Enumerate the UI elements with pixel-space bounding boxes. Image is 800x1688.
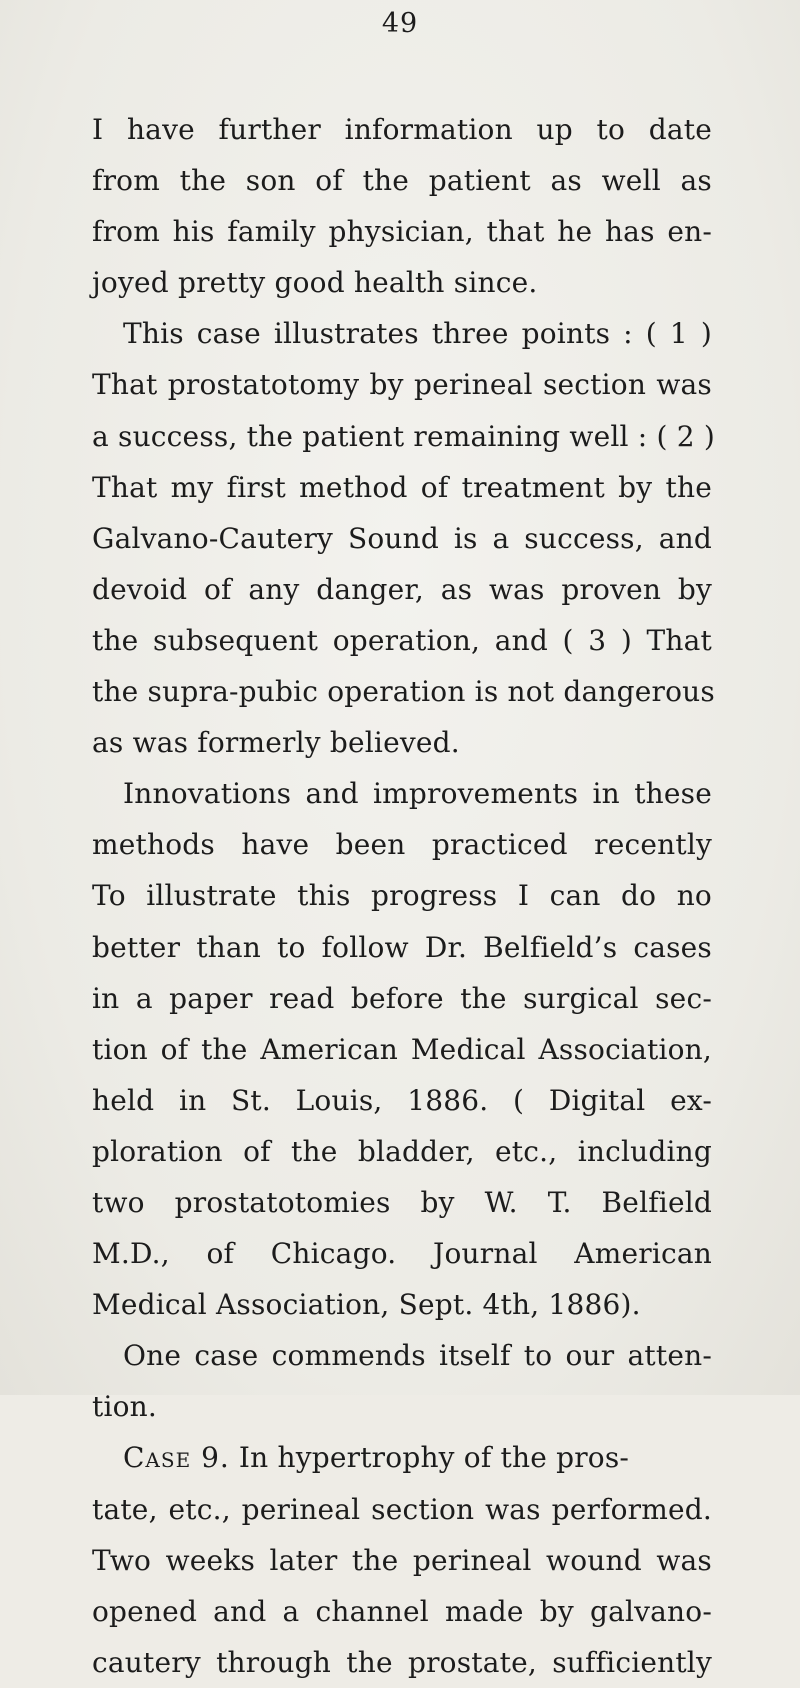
text-line: better than to follow Dr. Belfield’s cases	[92, 930, 712, 964]
text-line: tion of the American Medical Association,	[92, 1032, 712, 1066]
body-text	[92, 104, 715, 1688]
text-line: from the son of the patient as well as	[92, 164, 712, 198]
text-line: joyed pretty good health since.	[92, 266, 538, 300]
text-line: the subsequent operation, and ( 3 ) That	[92, 623, 712, 657]
text-line: two prostatotomies by W. T. Belfield	[92, 1185, 712, 1219]
text-line: cautery through the prostate, sufficiently	[92, 1645, 712, 1679]
text-line: in a paper read before the surgical sec-	[92, 981, 712, 1015]
text-line: Innovations and improvements in these	[123, 777, 712, 811]
case-label: Case 9.	[123, 1441, 230, 1475]
text-line: This case illustrates three points : ( 1 )	[123, 317, 712, 351]
text-line: Galvano-Cautery Sound is a success, and	[92, 521, 712, 555]
text-line: a success, the patient remaining well : ( 2 )	[92, 419, 715, 453]
text-line: methods have been practiced recently	[92, 828, 712, 862]
case-line	[92, 1432, 712, 1483]
text-line: I have further information up to date	[92, 113, 712, 146]
text-line: To illustrate this progress I can do no	[92, 879, 712, 913]
text-line: Two weeks later the perineal wound was	[92, 1543, 712, 1577]
text-line: the supra-pubic operation is not dangerous	[92, 675, 715, 709]
text-line: devoid of any danger, as was proven by	[92, 572, 712, 606]
text-line: M.D., of Chicago. Journal American	[92, 1237, 712, 1271]
case-text: In hypertrophy of the pros-	[229, 1441, 630, 1475]
text-line: One case commends itself to our atten-	[123, 1339, 712, 1373]
text-line: tate, etc., perineal section was performed.	[92, 1492, 712, 1526]
page-number: 49	[381, 8, 419, 39]
text-line: Medical Association, Sept. 4th, 1886).	[92, 1288, 641, 1322]
text-line: held in St. Louis, 1886. ( Digital ex-	[92, 1083, 712, 1117]
text-line: opened and a channel made by galvano-	[92, 1594, 712, 1628]
text-line: That my first method of treatment by the	[92, 470, 712, 504]
text-line: tion.	[92, 1390, 157, 1424]
text-line: from his family physician, that he has en-	[92, 215, 712, 249]
text-line: That prostatotomy by perineal section was	[92, 368, 712, 402]
text-line: ploration of the bladder, etc., including	[92, 1134, 712, 1168]
text-line: as was formerly believed.	[92, 726, 460, 760]
